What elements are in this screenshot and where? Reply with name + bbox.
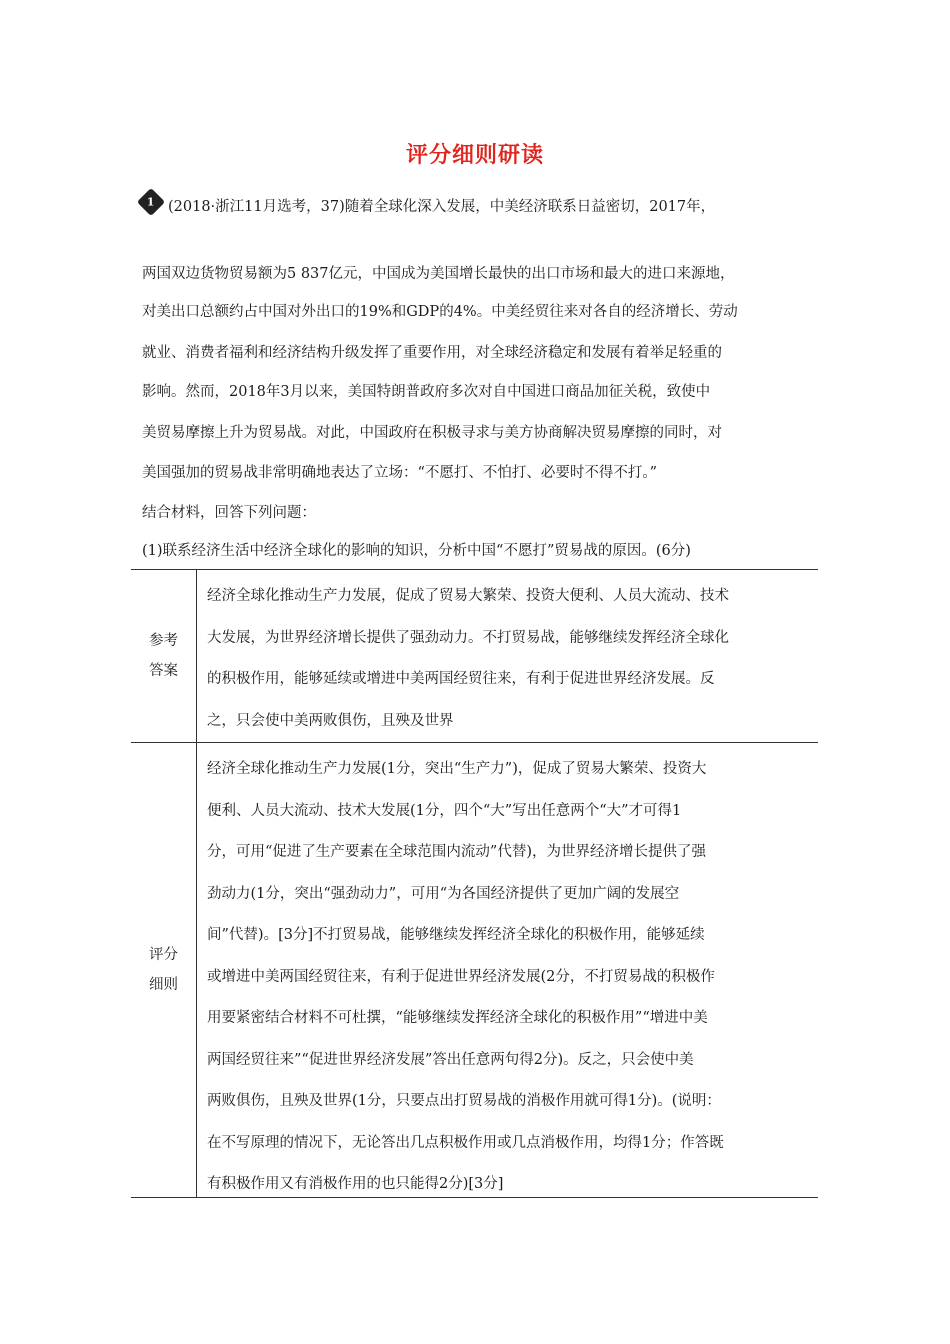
question-instruction: 结合材料，回答下列问题： (142, 505, 316, 521)
question-number-badge: 1 (137, 188, 165, 216)
sub-question: (1)联系经济生活中经济全球化的影响的知识，分析中国“不愿打”贸易战的原因。(6分) (142, 543, 691, 559)
scoring-rubric-label: 评分 细则 (131, 743, 197, 1197)
question-line: 美国强加的贸易战非常明确地表达了立场：“不愿打、不怕打、必要时不得不打。” (142, 465, 658, 481)
question-line: 两国双边货物贸易额为5 837亿元，中国成为美国增长最快的出口市场和最大的进口来源地， (142, 266, 735, 282)
reference-answer-label: 参考 答案 (131, 570, 197, 742)
scoring-rubric-row (131, 742, 818, 1197)
reference-answer-row (131, 570, 818, 742)
scoring-table (131, 569, 818, 1198)
question-head: (2018·浙江11月选考，37)随着全球化深入发展，中美经济联系日益密切，2017年， (168, 199, 716, 215)
question-line: 美贸易摩擦上升为贸易战。对此，中国政府在积极寻求与美方协商解决贸易摩擦的同时，对 (142, 425, 722, 441)
question-line: 对美出口总额约占中国对外出口的19%和GDP的4%。中美经贸往来对各自的经济增长、劳动 (142, 304, 738, 320)
reference-answer-content: 经济全球化推动生产力发展，促成了贸易大繁荣、投资大便利、人员大流动、技术 大发展，为世界经济增长提供了强劲动力。不打贸易战，能够继续发挥经济全球化 的积极作用，能够延续或增进中美两国经贸往来，有利于促进世界经济发展。反 之，只会使中美两败俱伤，且殃及世界 (207, 588, 729, 729)
question-line: 就业、消费者福利和经济结构升级发挥了重要作用，对全球经济稳定和发展有着举足轻重的 (142, 345, 722, 361)
page-title: 评分细则研读 (405, 142, 544, 168)
question-line: 影响。然而，2018年3月以来，美国特朗普政府多次对自中国进口商品加征关税，致使中 (142, 384, 711, 400)
scoring-rubric-content: 经济全球化推动生产力发展(1分，突出“生产力”)，促成了贸易大繁荣、投资大 便利、人员大流动、技术大发展(1分，四个“大”写出任意两个“大”才可得1 分，可用“促进了生产要素在全球范围内流动”代替)，为世界经济增长提供了强 劲动力(1分，突出“强劲动力”，可用“为各国经济提供了更加广阔的发展空 间”代替)。[3分]不打贸易战，能够继续发挥经济全球化的积极作用，能够延续 或增进中美两国经贸往来，有利于促进世界经济发展(2分，不打贸易战的积极作 用要紧密结合材料不可杜撰，“能够继续发挥经济全球化的积极作用”“增进中美 两国经贸往来”“促进世界经济发展”答出任意两句得2分)。反之，只会使中美 两败俱伤，且殃及世界(1分，只要点出打贸易战的消极作用就可得1分)。(说明： 在不写原理的情况下，无论答出几点积极作用或几点消极作用，均得1分；作答既 有积极作用又有消极作用的也只能得2分)[3分] (207, 761, 724, 1192)
